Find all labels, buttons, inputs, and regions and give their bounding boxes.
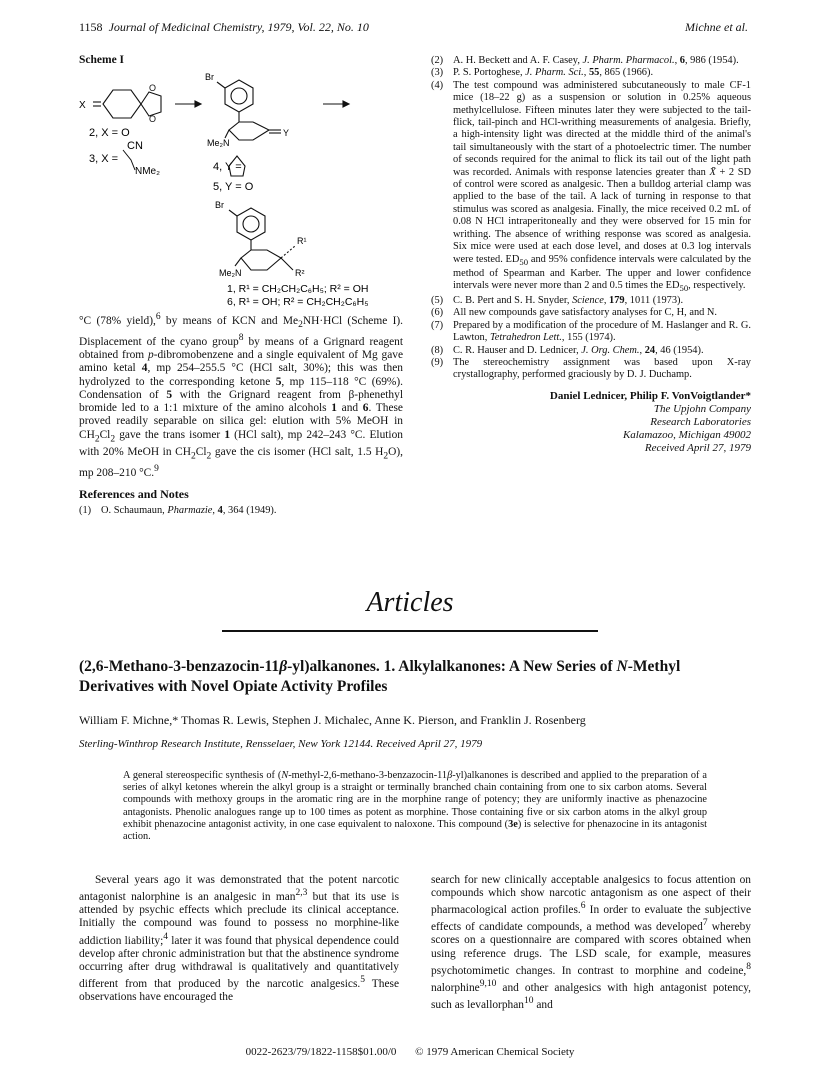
author-affiliation-2: Research Laboratories [650,415,751,428]
reference-text: Prepared by a modification of the procedure of M. Haslanger and R. G. Lawton, Tetrahedron Lett., 155 (1974). [453,319,751,344]
svg-text:O: O [149,114,157,124]
reference-text: A. H. Beckett and A. F. Casey, J. Pharm. Pharmacol., 6, 986 (1954). [453,55,739,66]
running-head [79,20,748,38]
reference-item [431,67,751,79]
compound-2-label: 2, X = O [89,127,130,139]
compound-6-label: 6, R¹ = OH; R² = CH₂CH₂C₆H₅ [227,296,369,308]
r2-label: R² [295,268,305,278]
reference-item [431,307,751,319]
reference-text: O. Schaumaun, Pharmazie, 4, 364 (1949). [101,504,277,516]
received-date: Received April 27, 1979 [644,441,751,454]
reference-item [431,357,751,382]
reference-item [431,80,751,295]
reference-number: (2) [431,55,444,66]
x-label: X [79,100,86,111]
y-label: Y [283,128,290,138]
reference-number: (5) [431,294,444,306]
br-label-bottom: Br [215,200,224,210]
cyclohexane-ring-2 [229,122,269,140]
reference-number: (1) [79,504,92,516]
author-affiliation-3: Kalamazoo, Michigan 49002 [622,428,751,441]
reference-number: (6) [431,307,444,319]
body-text-right: search for new clinically acceptable analgesics to focus attention on compounds which show narcotic antagonism as one aspect of their pharmacological action profiles.$^6$ In order to evaluate the subjective effects of candidate compounds, a method was developed$^7$ whereby scores on a questionnaire are compared with scores obtained when using reference drugs. The LSD scale, for example, measures psychotomimetic changes. In contrast to morphine and codeine,$^8$ nalorphine$^{9,10}$ and other analgesics with high antagonist potency, such as levallorphan$^{10}$ and [431,874,751,1011]
page-footer [0,1046,820,1058]
author-names: Daniel Lednicer, Philip F. VonVoigtlander* [549,389,751,402]
cn-label: CN [127,140,143,152]
section-heading-articles: Articles [366,587,454,618]
footer-copyright: © 1979 American Chemical Society [415,1046,575,1058]
author-block [431,390,751,455]
reference-number: (7) [431,319,444,331]
reference-item [431,295,751,307]
reference-text: The test compound was administered subcutaneously to male CF-1 mice (18–22 g) as a suspension or solution in 0.25% aqueous methylcellulose. Fifteen minutes later they were subjected to the tail-flick, tail-pinch and HCl-writhing measurements of analgesia. Briefly, a high-intensity light was directed at the middle third of the animal's tail simultaneously with the start of a photoelectric timer. The number of seconds required for the animal to flick its tail out of the light path was recorded. Animals with response latencies greater than X̄ + 2 SD of control were scored as analgesic. Then a bulldog arterial clamp was applied to the base of the tail. A lack of turning in response to that stimulus was scored as analgesia. Finally, the mice received 0.2 mL of 0.08 N HCl intraperitoneally and they were observed for 15 min for writhing. The absence of writhing response was scored as analgesia. Six mice were used at each dose level, and doses at 0.3 log intervals were tested. $ED_{50}$ and 95% confidence intervals were calculated by the method of Spearman and Karber. The upper and lower confidence intervals were never more than 2 and 0.5 times the $ED_{50}$, respectively. [453,79,751,294]
reference-text: P. S. Portoghese, J. Pharm. Sci., 55, 865 (1966). [453,67,654,79]
article-title: (2,6-Methano-3-benzazocin-11β-yl)alkanones. 1. Alkylalkanones: A New Series of N-Methyl Derivatives with Novel Opiate Activity Profiles [79,658,681,695]
journal-name: Journal of Medicinal Chemistry, 1979, Vol. 22, No. 10 [108,20,369,34]
me2n-label-bottom: Me₂N [219,268,242,278]
r1-label: R¹ [297,236,307,246]
article-abstract: A general stereospecific synthesis of (N-methyl-2,6-methano-3-benzazocin-11β-yl)alkanones is described and applied to the preparation of a series of alkyl ketones wherein the alkyl group is a straight or terminally branched chain containing from one to six carbon atoms. Several compounds with methoxy groups in the aromatic ring are in the morphine range of potency; they are uniformly inactive as phenazocine antagonists. Phenolic analogues range up to 100 times as potent as morphine. Those containing five or six carbon atoms in the alkyl group exhibit phenazocine antagonist activity, in one case equivalent to naloxone. This compound (3e) is selective for phenazocine in its antagonist action. [123,770,708,843]
reference-text: The stereochemistry assignment was based upon X-ray crystallography, performed graciously by D. J. Duchamp. [453,356,751,381]
dioxolane-ring [141,92,161,116]
reference-number: (9) [431,356,444,368]
article-affiliation: Sterling-Winthrop Research Institute, Rensselaer, New York 12144. Received April 27, 1979 [79,738,483,750]
benzene-ring-2 [237,208,265,240]
left-column [79,311,403,517]
benzene-ring [225,80,253,112]
synthesis-paragraph: °C (78% yield),$^6$ by means of KCN and $Me_2NH\cdot HCl$ (Scheme I). Displacement of the cyano group$^8$ by means of a Grignard reagent obtained from p-dibromobenzene and a single equivalent of Mg gave amino ketal 4, mp 254–255.5 °C (HCl salt, 30%); this was then hydrolyzed to the corresponding ketone 5, mp 115–118 °C (69%). Condensation of 5 with the Grignard reagent from β-phenethyl bromide led to a 1:1 mixture of the amino alcohols 1 and 6. These proved readily separable on silica gel: elution with 5% MeOH in $CH_2Cl_2$ gave the trans isomer 1 (HCl salt), mp 242–243 °C. Elution with 20% MeOH in $CH_2Cl_2$ gave the cis isomer (HCl salt, 1.5 $H_2O$), mp 208–210 °C.$^9$ [79,312,404,480]
reference-item [431,55,751,67]
scheme-title: Scheme I [79,54,125,66]
running-head-authors: Michne et al. [685,20,748,34]
compound-3-label: 3, X = [89,153,119,165]
compound-1-label: 1, R¹ = CH₂CH₂C₆H₅; R² = OH [227,283,369,295]
heading-rule [222,630,598,632]
cyclohexane-ring-3 [241,250,281,270]
running-head-left [79,20,369,35]
reference-item [431,320,751,345]
reference-number: (4) [431,79,444,91]
cyclohexane-ring [103,90,141,118]
reference-number: (8) [431,344,444,356]
scheme-diagram [79,58,419,308]
article-authors: William F. Michne,* Thomas R. Lewis, Stephen J. Michalec, Anne K. Pierson, and Franklin J. Rosenberg [79,713,586,727]
br-label-top: Br [205,72,214,82]
right-column [431,55,751,455]
reference-text: C. R. Hauser and D. Lednicer, J. Org. Chem., 24, 46 (1954). [453,344,704,356]
nme2-label: NMe₂ [135,166,160,177]
references-heading: References and Notes [79,487,189,502]
compound-4-label: 4, Y = [213,161,242,173]
reference-item [79,505,403,517]
reference-text: C. B. Pert and S. H. Snyder, Science, 179, 1011 (1973). [453,294,684,306]
footer-code: 0022-2623/79/1822-1158$01.00/0 [245,1046,397,1058]
reference-item [431,345,751,357]
body-text-left: Several years ago it was demonstrated that the potent narcotic antagonist nalorphine is an analgesic in man$^{2,3}$ but that its use is attended by psychic effects which preclude its clinical acceptance. Initially the compound was found to possess no morphine-like addiction liability;$^4$ later it was found that physical dependence could develop after chronic administration but that the abstinence syndrome occurring after drug withdrawal is qualitatively and quantitatively different from that produced by the narcotic analgesics.$^5$ These observations have encouraged the [79,874,400,1004]
author-affiliation-1: The Upjohn Company [653,402,751,415]
svg-text:O: O [149,83,157,93]
reference-number: (3) [431,67,444,79]
page-number: 1158 [79,20,103,34]
reference-list [431,55,751,382]
reference-text: All new compounds gave satisfactory analyses for C, H, and N. [453,307,718,319]
me2n-label-top: Me₂N [207,138,230,148]
compound-5-label: 5, Y = O [213,181,254,193]
